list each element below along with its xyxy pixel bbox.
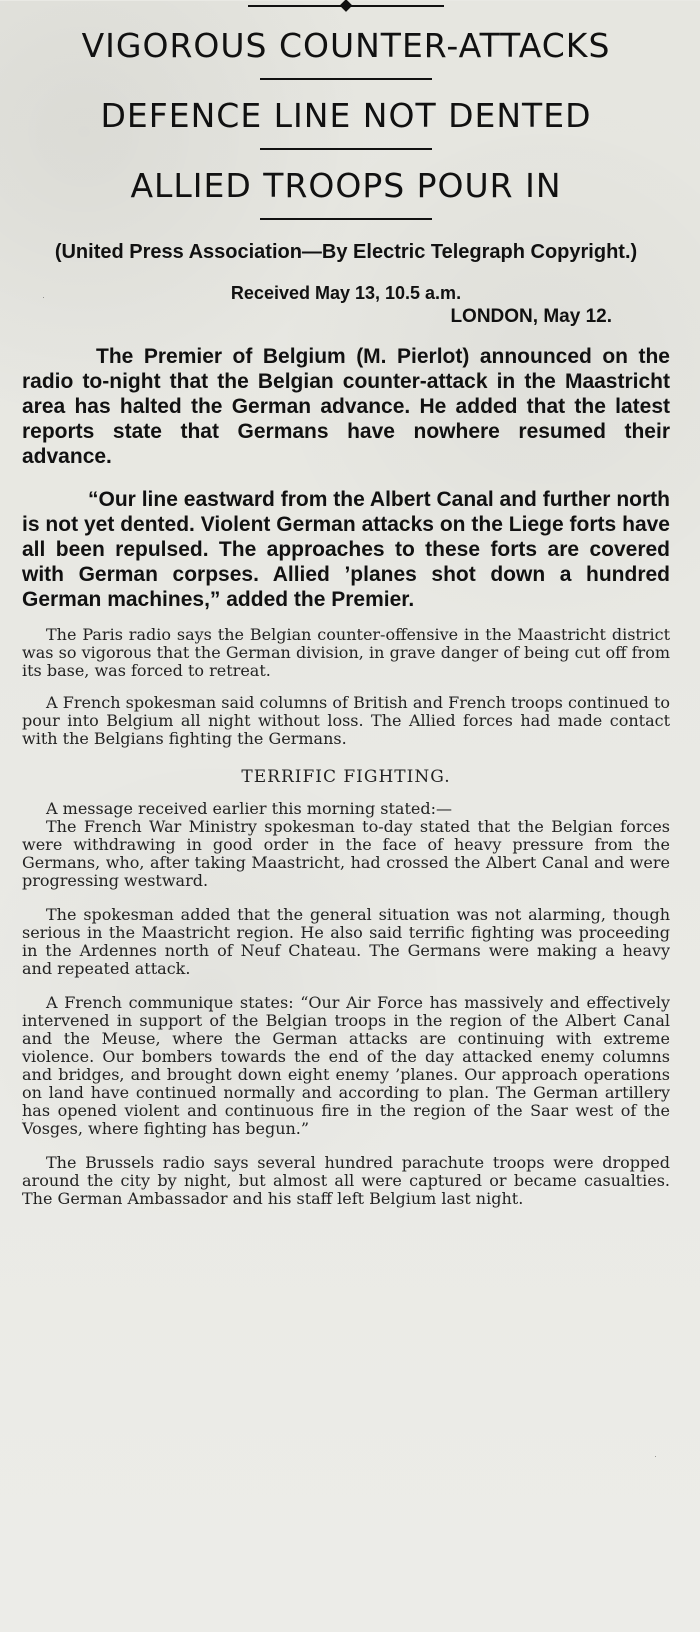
lead-paragraph-1: The Premier of Belgium (M. Pierlot) announced on the radio to-night that the Belgian counter-attack in the Maastricht area has halted the German advance. He added that the latest reports state that Germans have nowhere resumed their advance. [22,344,670,468]
article-body [22,626,670,1208]
ornament-diamond-icon [340,0,353,12]
body-paragraph: The Brussels radio says several hundred parachute troops were dropped around the city by night, but almost all were captured or became casualties. The German Ambassador and his staff left Belgium last night. [22,1152,670,1208]
body-paragraph: A French spokesman said columns of British and French troops continued to pour into Belgium all night without loss. The Allied forces had made contact with the Belgians fighting the Germans. [22,692,670,748]
print-speck [22,1119,23,1120]
print-speck [611,1013,612,1014]
received-line: Received May 13, 10.5 a.m. [230,282,462,303]
headline-primary: VIGOROUS COUNTER-ATTACKS [81,26,611,65]
headline-rule-3 [260,218,432,220]
wire-credit: (United Press Association—By Electric Telegraph Copyright.) [54,240,638,263]
body-paragraph: A message received earlier this morning stated:— [46,798,452,818]
section-subheading: TERRIFIC FIGHTING. [241,766,451,787]
headline-rule-1 [260,78,432,80]
body-paragraph: The spokesman added that the general situation was not alarming, though serious in the Maastricht region. He also said terrific fighting was proceeding in the Ardennes north of Neuf Chateau. The Germans were making a heavy and repeated attack. [22,904,670,978]
lead-paragraph-2: “Our line eastward from the Albert Canal and further north is not yet dented. Violent German attacks on the Liege forts have all been repulsed. The approaches to these forts are covered with German corpses. Allied ’planes shot down a hundred German machines,” added the Premier. [22,487,670,611]
headline-secondary: DEFENCE LINE NOT DENTED [100,96,592,136]
print-speck [655,1456,656,1457]
print-speck [74,997,75,998]
body-paragraph: The Paris radio says the Belgian counter-offensive in the Maastricht district was so vigorous that the German division, in grave danger of being cut off from its base, was forced to retreat. [22,624,670,680]
dateline: LONDON, May 12. [450,305,612,327]
headline-rule-2 [260,148,432,150]
body-paragraph: The French War Ministry spokesman to-day stated that the Belgian forces were withdrawing in good order in the face of heavy pressure from the Germans, who, after taking Maastricht, had crossed the Albert Canal and were progressing westward. [22,816,670,890]
print-speck [43,297,44,298]
newspaper-clipping [0,1,700,1632]
headline-tertiary: ALLIED TROOPS POUR IN [130,165,562,205]
body-paragraph: A French communique states: “Our Air Force has massively and effectively intervened in support of the Belgian troops in the region of the Albert Canal and the Meuse, where the German attacks are continuing with extreme violence. Our bombers towards the end of the day attacked enemy columns and bridges, and brought down eight enemy ’planes. Our approach operations on land have continued normally and according to plan. The German artillery has opened violent and continuous fire in the region of the Saar west of the Vosges, where fighting has begun.” [22,992,670,1138]
top-ornament [248,1,444,13]
